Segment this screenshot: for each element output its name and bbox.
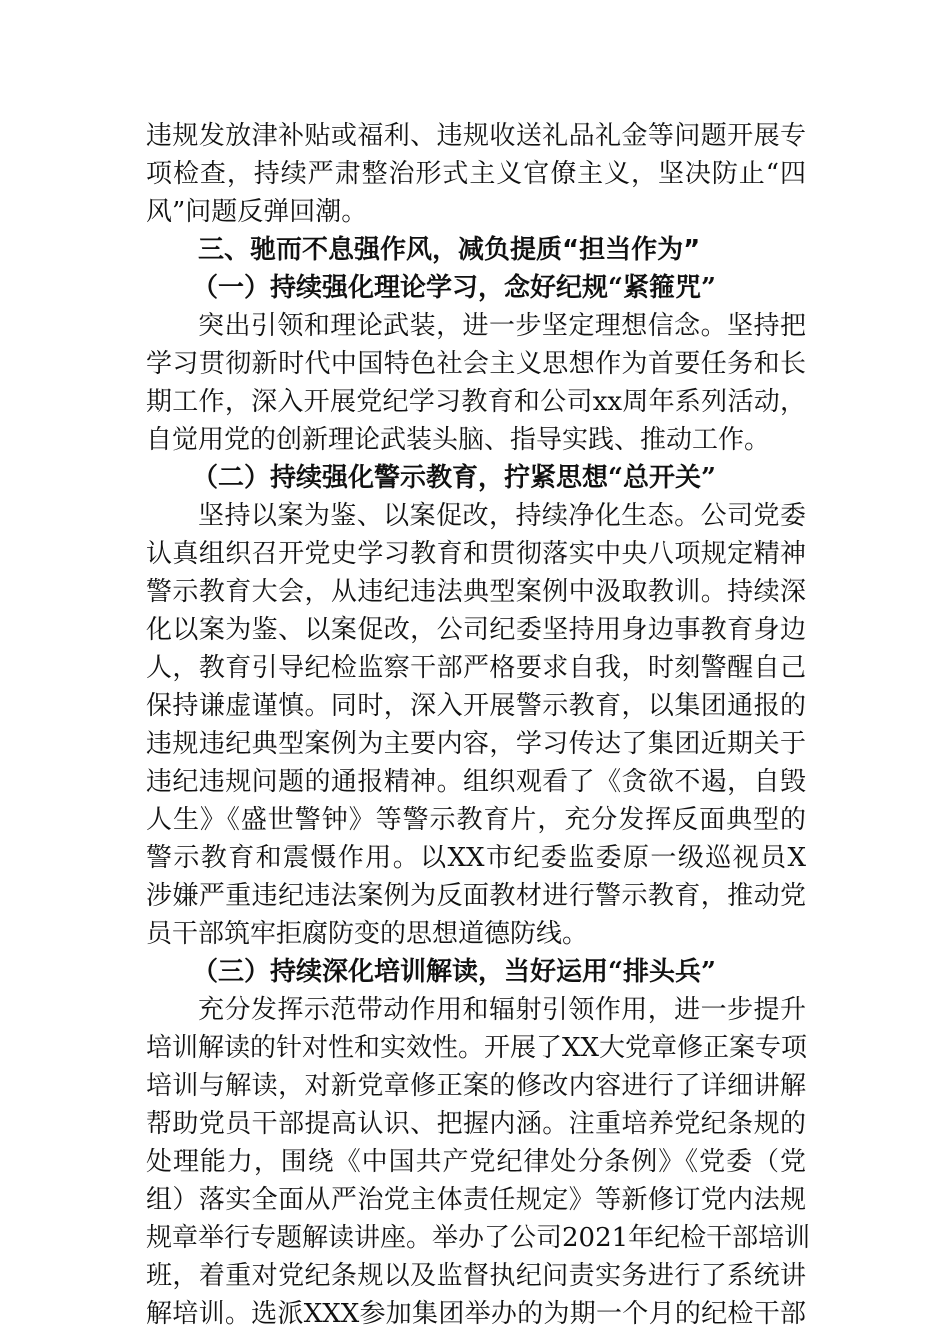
text-line: 违纪违规问题的通报精神。组织观看了《贪欲不遏，自毁 xyxy=(146,767,806,797)
subsection-heading: （一）持续强化理论学习，念好纪规“紧箍咒” xyxy=(192,273,716,303)
text-line: 涉嫌严重违纪违法案例为反面教材进行警示教育，推动党 xyxy=(146,881,806,911)
text-line: 自觉用党的创新理论武装头脑、指导实践、推动工作。 xyxy=(146,425,771,455)
text-line: 帮助党员干部提高认识、把握内涵。注重培养党纪条规的 xyxy=(146,1109,806,1139)
text-line: 违规违纪典型案例为主要内容，学习传达了集团近期关于 xyxy=(146,729,806,759)
text-line: 充分发挥示范带动作用和辐射引领作用，进一步提升 xyxy=(198,995,806,1025)
text-line: 规章举行专题解读讲座。举办了公司2021年纪检干部培训 xyxy=(146,1223,811,1253)
text-line: 人，教育引导纪检监察干部严格要求自我，时刻警醒自己 xyxy=(146,653,806,683)
text-line: 项检查，持续严肃整治形式主义官僚主义，坚决防止“四 xyxy=(146,159,806,189)
text-line: 组）落实全面从严治党主体责任规定》等新修订党内法规 xyxy=(146,1185,806,1215)
text-line: 员干部筑牢拒腐防变的思想道德防线。 xyxy=(146,919,589,949)
text-line: 处理能力，围绕《中国共产党纪律处分条例》《党委（党 xyxy=(146,1147,806,1177)
text-line: 人生》《盛世警钟》等警示教育片，充分发挥反面典型的 xyxy=(146,805,806,835)
text-line: 保持谦虚谨慎。同时，深入开展警示教育，以集团通报的 xyxy=(146,691,806,721)
subsection-heading: （二）持续强化警示教育，拧紧思想“总开关” xyxy=(192,463,716,493)
text-line: 警示教育和震慑作用。以XX市纪委监委原一级巡视员X xyxy=(146,843,806,873)
text-line: 期工作，深入开展党纪学习教育和公司xx周年系列活动， xyxy=(146,387,806,417)
text-line: 班，着重对党纪条规以及监督执纪问责实务进行了系统讲 xyxy=(146,1261,806,1291)
document-body xyxy=(146,117,811,1333)
text-line: 培训与解读，对新党章修正案的修改内容进行了详细讲解 xyxy=(146,1071,806,1101)
text-line: 风”问题反弹回潮。 xyxy=(146,197,368,227)
text-line: 违规发放津补贴或福利、违规收送礼品礼金等问题开展专 xyxy=(146,121,806,151)
subsection-heading: （三）持续深化培训解读，当好运用“排头兵” xyxy=(192,957,716,987)
text-line: 培训解读的针对性和实效性。开展了XX大党章修正案专项 xyxy=(146,1033,808,1063)
text-line: 解培训。选派XXX参加集团举办的为期一个月的纪检干部 xyxy=(146,1299,806,1329)
text-line: 警示教育大会，从违纪违法典型案例中汲取教训。持续深 xyxy=(146,577,806,607)
text-line: 认真组织召开党史学习教育和贯彻落实中央八项规定精神 xyxy=(146,539,806,569)
text-line: 学习贯彻新时代中国特色社会主义思想作为首要任务和长 xyxy=(146,349,806,379)
text-line: 坚持以案为鉴、以案促改，持续净化生态。公司党委 xyxy=(198,501,806,531)
text-line: 突出引领和理论武装，进一步坚定理想信念。坚持把 xyxy=(198,311,806,341)
text-line: 化以案为鉴、以案促改，公司纪委坚持用身边事教育身边 xyxy=(146,615,806,645)
section-heading: 三、驰而不息强作风，减负提质“担当作为” xyxy=(198,235,701,265)
